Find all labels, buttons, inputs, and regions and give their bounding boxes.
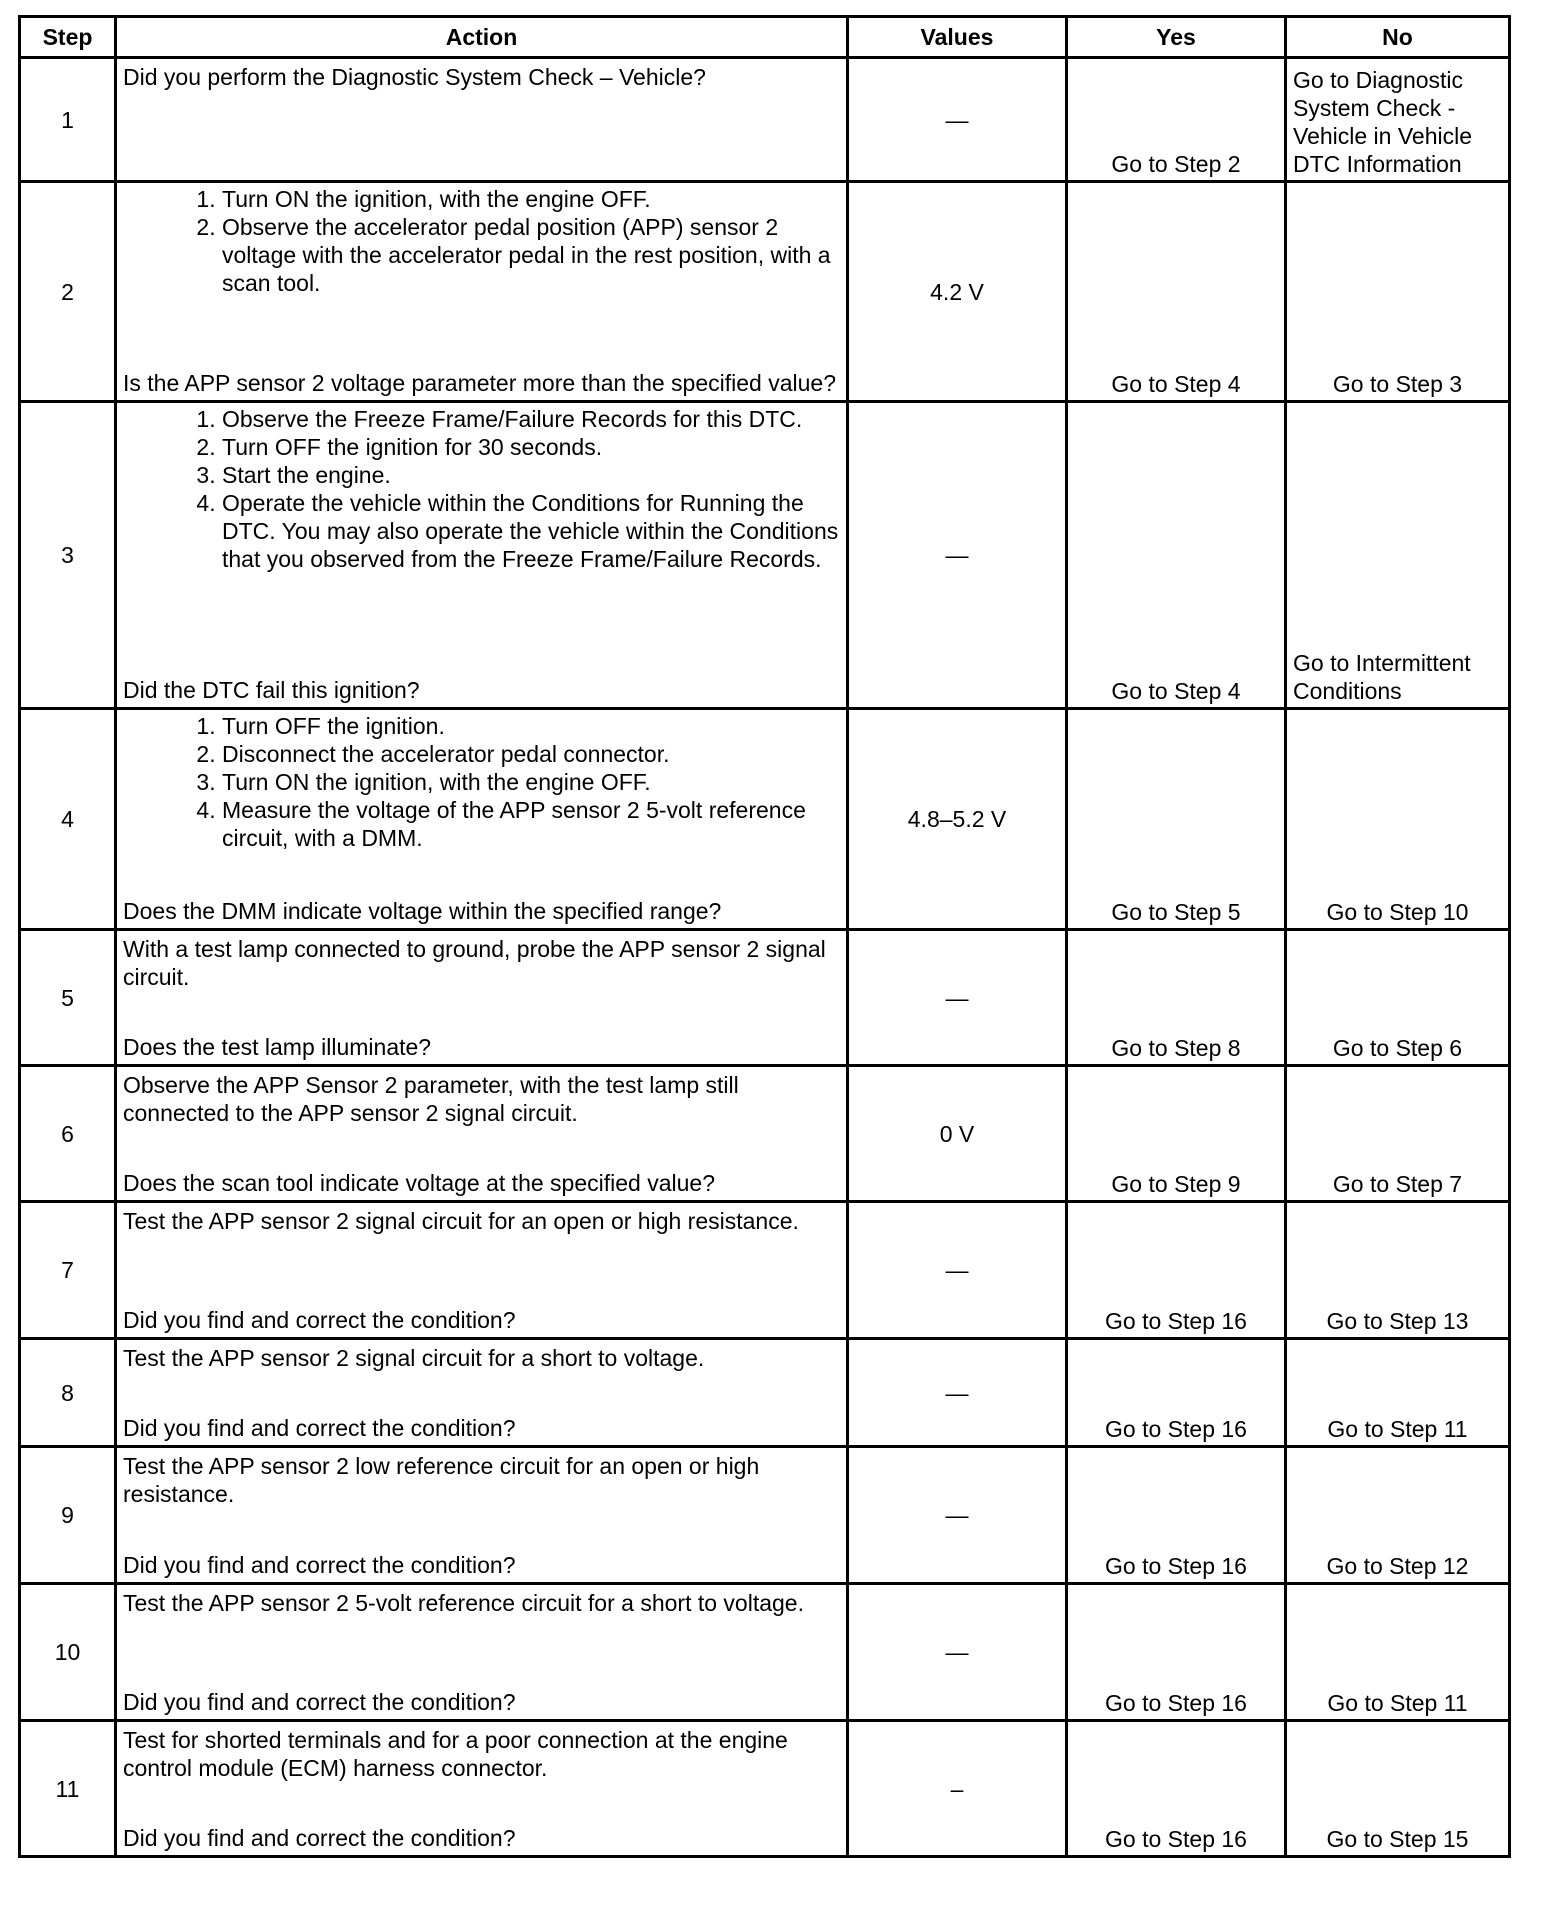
yes-cell: Go to Step 2 xyxy=(1067,58,1286,182)
step-number: 8 xyxy=(20,1339,116,1447)
action-question: Did you find and correct the condition? xyxy=(123,1552,516,1578)
list-item: 3. Turn ON the ignition, with the engine OFF. xyxy=(222,768,840,796)
yes-cell: Go to Step 16 xyxy=(1067,1721,1286,1857)
header-no: No xyxy=(1286,17,1510,58)
no-cell: Go to Step 11 xyxy=(1286,1339,1510,1447)
no-cell: Go to Step 6 xyxy=(1286,930,1510,1066)
action-intro: Observe the APP Sensor 2 parameter, with the test lamp still connected to the APP sensor 2 signal circuit. xyxy=(123,1072,739,1126)
value-cell: – xyxy=(848,1721,1067,1857)
table-row xyxy=(20,1447,1510,1584)
value-cell: 4.8–5.2 V xyxy=(848,709,1067,930)
no-cell: Go to Diagnostic System Check - Vehicle in Vehicle DTC Information xyxy=(1286,58,1510,182)
step-number: 2 xyxy=(20,182,116,402)
step-number: 10 xyxy=(20,1584,116,1721)
yes-cell: Go to Step 4 xyxy=(1067,402,1286,709)
table-row xyxy=(20,58,1510,182)
yes-cell: Go to Step 8 xyxy=(1067,930,1286,1066)
value-cell: — xyxy=(848,402,1067,709)
list-item: 4. Operate the vehicle within the Conditions for Running the DTC. You may also operate the vehicle within the Conditions that you observed from the Freeze Frame/Failure Records. xyxy=(222,489,840,573)
action-cell xyxy=(116,1721,848,1857)
value-cell: 4.2 V xyxy=(848,182,1067,402)
action-cell xyxy=(116,182,848,402)
step-number: 11 xyxy=(20,1721,116,1857)
header-step: Step xyxy=(20,17,116,58)
no-cell: Go to Step 10 xyxy=(1286,709,1510,930)
action-intro: Test the APP sensor 2 low reference circuit for an open or high resistance. xyxy=(123,1453,760,1507)
table-row xyxy=(20,1202,1510,1339)
yes-cell: Go to Step 5 xyxy=(1067,709,1286,930)
table-row xyxy=(20,182,1510,402)
value-cell: — xyxy=(848,930,1067,1066)
action-steps-list xyxy=(123,185,840,297)
step-number: 6 xyxy=(20,1066,116,1202)
table-row xyxy=(20,1066,1510,1202)
no-cell: Go to Step 3 xyxy=(1286,182,1510,402)
list-item: 1. Observe the Freeze Frame/Failure Records for this DTC. xyxy=(222,405,840,433)
value-cell: — xyxy=(848,58,1067,182)
action-cell xyxy=(116,1584,848,1721)
header-values: Values xyxy=(848,17,1067,58)
action-intro: With a test lamp connected to ground, probe the APP sensor 2 signal circuit. xyxy=(123,936,826,990)
list-item: 2. Turn OFF the ignition for 30 seconds. xyxy=(222,433,840,461)
yes-cell: Go to Step 4 xyxy=(1067,182,1286,402)
value-cell: — xyxy=(848,1339,1067,1447)
action-question: Did you find and correct the condition? xyxy=(123,1415,516,1441)
yes-cell: Go to Step 16 xyxy=(1067,1202,1286,1339)
action-question: Did the DTC fail this ignition? xyxy=(123,677,420,703)
list-item: 2. Observe the accelerator pedal position (APP) sensor 2 voltage with the accelerator pedal in the rest position, with a scan tool. xyxy=(222,213,840,297)
yes-cell: Go to Step 16 xyxy=(1067,1339,1286,1447)
step-number: 1 xyxy=(20,58,116,182)
action-cell xyxy=(116,58,848,182)
action-question: Does the DMM indicate voltage within the specified range? xyxy=(123,898,722,924)
step-number: 4 xyxy=(20,709,116,930)
header-action: Action xyxy=(116,17,848,58)
list-item: 1. Turn OFF the ignition. xyxy=(222,712,840,740)
table-row xyxy=(20,709,1510,930)
yes-cell: Go to Step 16 xyxy=(1067,1584,1286,1721)
action-cell xyxy=(116,402,848,709)
action-question: Did you find and correct the condition? xyxy=(123,1689,516,1715)
list-item: 2. Disconnect the accelerator pedal connector. xyxy=(222,740,840,768)
table-row xyxy=(20,402,1510,709)
step-number: 9 xyxy=(20,1447,116,1584)
action-question: Is the APP sensor 2 voltage parameter more than the specified value? xyxy=(123,370,836,396)
step-number: 5 xyxy=(20,930,116,1066)
value-cell: — xyxy=(848,1584,1067,1721)
table-row xyxy=(20,1584,1510,1721)
action-cell xyxy=(116,1339,848,1447)
table-body xyxy=(20,58,1510,1857)
diagnostic-table xyxy=(18,15,1511,1858)
list-item: 3. Start the engine. xyxy=(222,461,840,489)
action-cell xyxy=(116,1202,848,1339)
list-item: 4. Measure the voltage of the APP sensor 2 5-volt reference circuit, with a DMM. xyxy=(222,796,840,852)
list-item: 1. Turn ON the ignition, with the engine OFF. xyxy=(222,185,840,213)
action-steps-list xyxy=(123,712,840,852)
value-cell: 0 V xyxy=(848,1066,1067,1202)
action-cell xyxy=(116,1066,848,1202)
no-cell: Go to Step 12 xyxy=(1286,1447,1510,1584)
header-yes: Yes xyxy=(1067,17,1286,58)
action-intro: Test the APP sensor 2 signal circuit for a short to voltage. xyxy=(123,1345,705,1371)
no-cell: Go to Step 15 xyxy=(1286,1721,1510,1857)
action-question: Did you find and correct the condition? xyxy=(123,1825,516,1851)
action-steps-list xyxy=(123,405,840,573)
action-cell xyxy=(116,709,848,930)
action-cell xyxy=(116,930,848,1066)
no-cell: Go to Step 13 xyxy=(1286,1202,1510,1339)
no-cell: Go to Step 7 xyxy=(1286,1066,1510,1202)
table-row xyxy=(20,1721,1510,1857)
value-cell: — xyxy=(848,1447,1067,1584)
action-cell xyxy=(116,1447,848,1584)
table-header-row xyxy=(20,17,1510,58)
no-cell: Go to Step 11 xyxy=(1286,1584,1510,1721)
action-question: Does the scan tool indicate voltage at the specified value? xyxy=(123,1170,715,1196)
action-intro: Test the APP sensor 2 signal circuit for an open or high resistance. xyxy=(123,1208,799,1234)
yes-cell: Go to Step 16 xyxy=(1067,1447,1286,1584)
action-question: Does the test lamp illuminate? xyxy=(123,1034,432,1060)
step-number: 7 xyxy=(20,1202,116,1339)
table-row xyxy=(20,1339,1510,1447)
action-intro: Test the APP sensor 2 5-volt reference circuit for a short to voltage. xyxy=(123,1590,804,1616)
table-row xyxy=(20,930,1510,1066)
no-cell: Go to Intermittent Conditions xyxy=(1286,402,1510,709)
action-intro: Did you perform the Diagnostic System Check – Vehicle? xyxy=(123,64,706,90)
yes-cell: Go to Step 9 xyxy=(1067,1066,1286,1202)
value-cell: — xyxy=(848,1202,1067,1339)
action-question: Did you find and correct the condition? xyxy=(123,1307,516,1333)
step-number: 3 xyxy=(20,402,116,709)
action-intro: Test for shorted terminals and for a poor connection at the engine control module (ECM) harness connector. xyxy=(123,1727,788,1781)
